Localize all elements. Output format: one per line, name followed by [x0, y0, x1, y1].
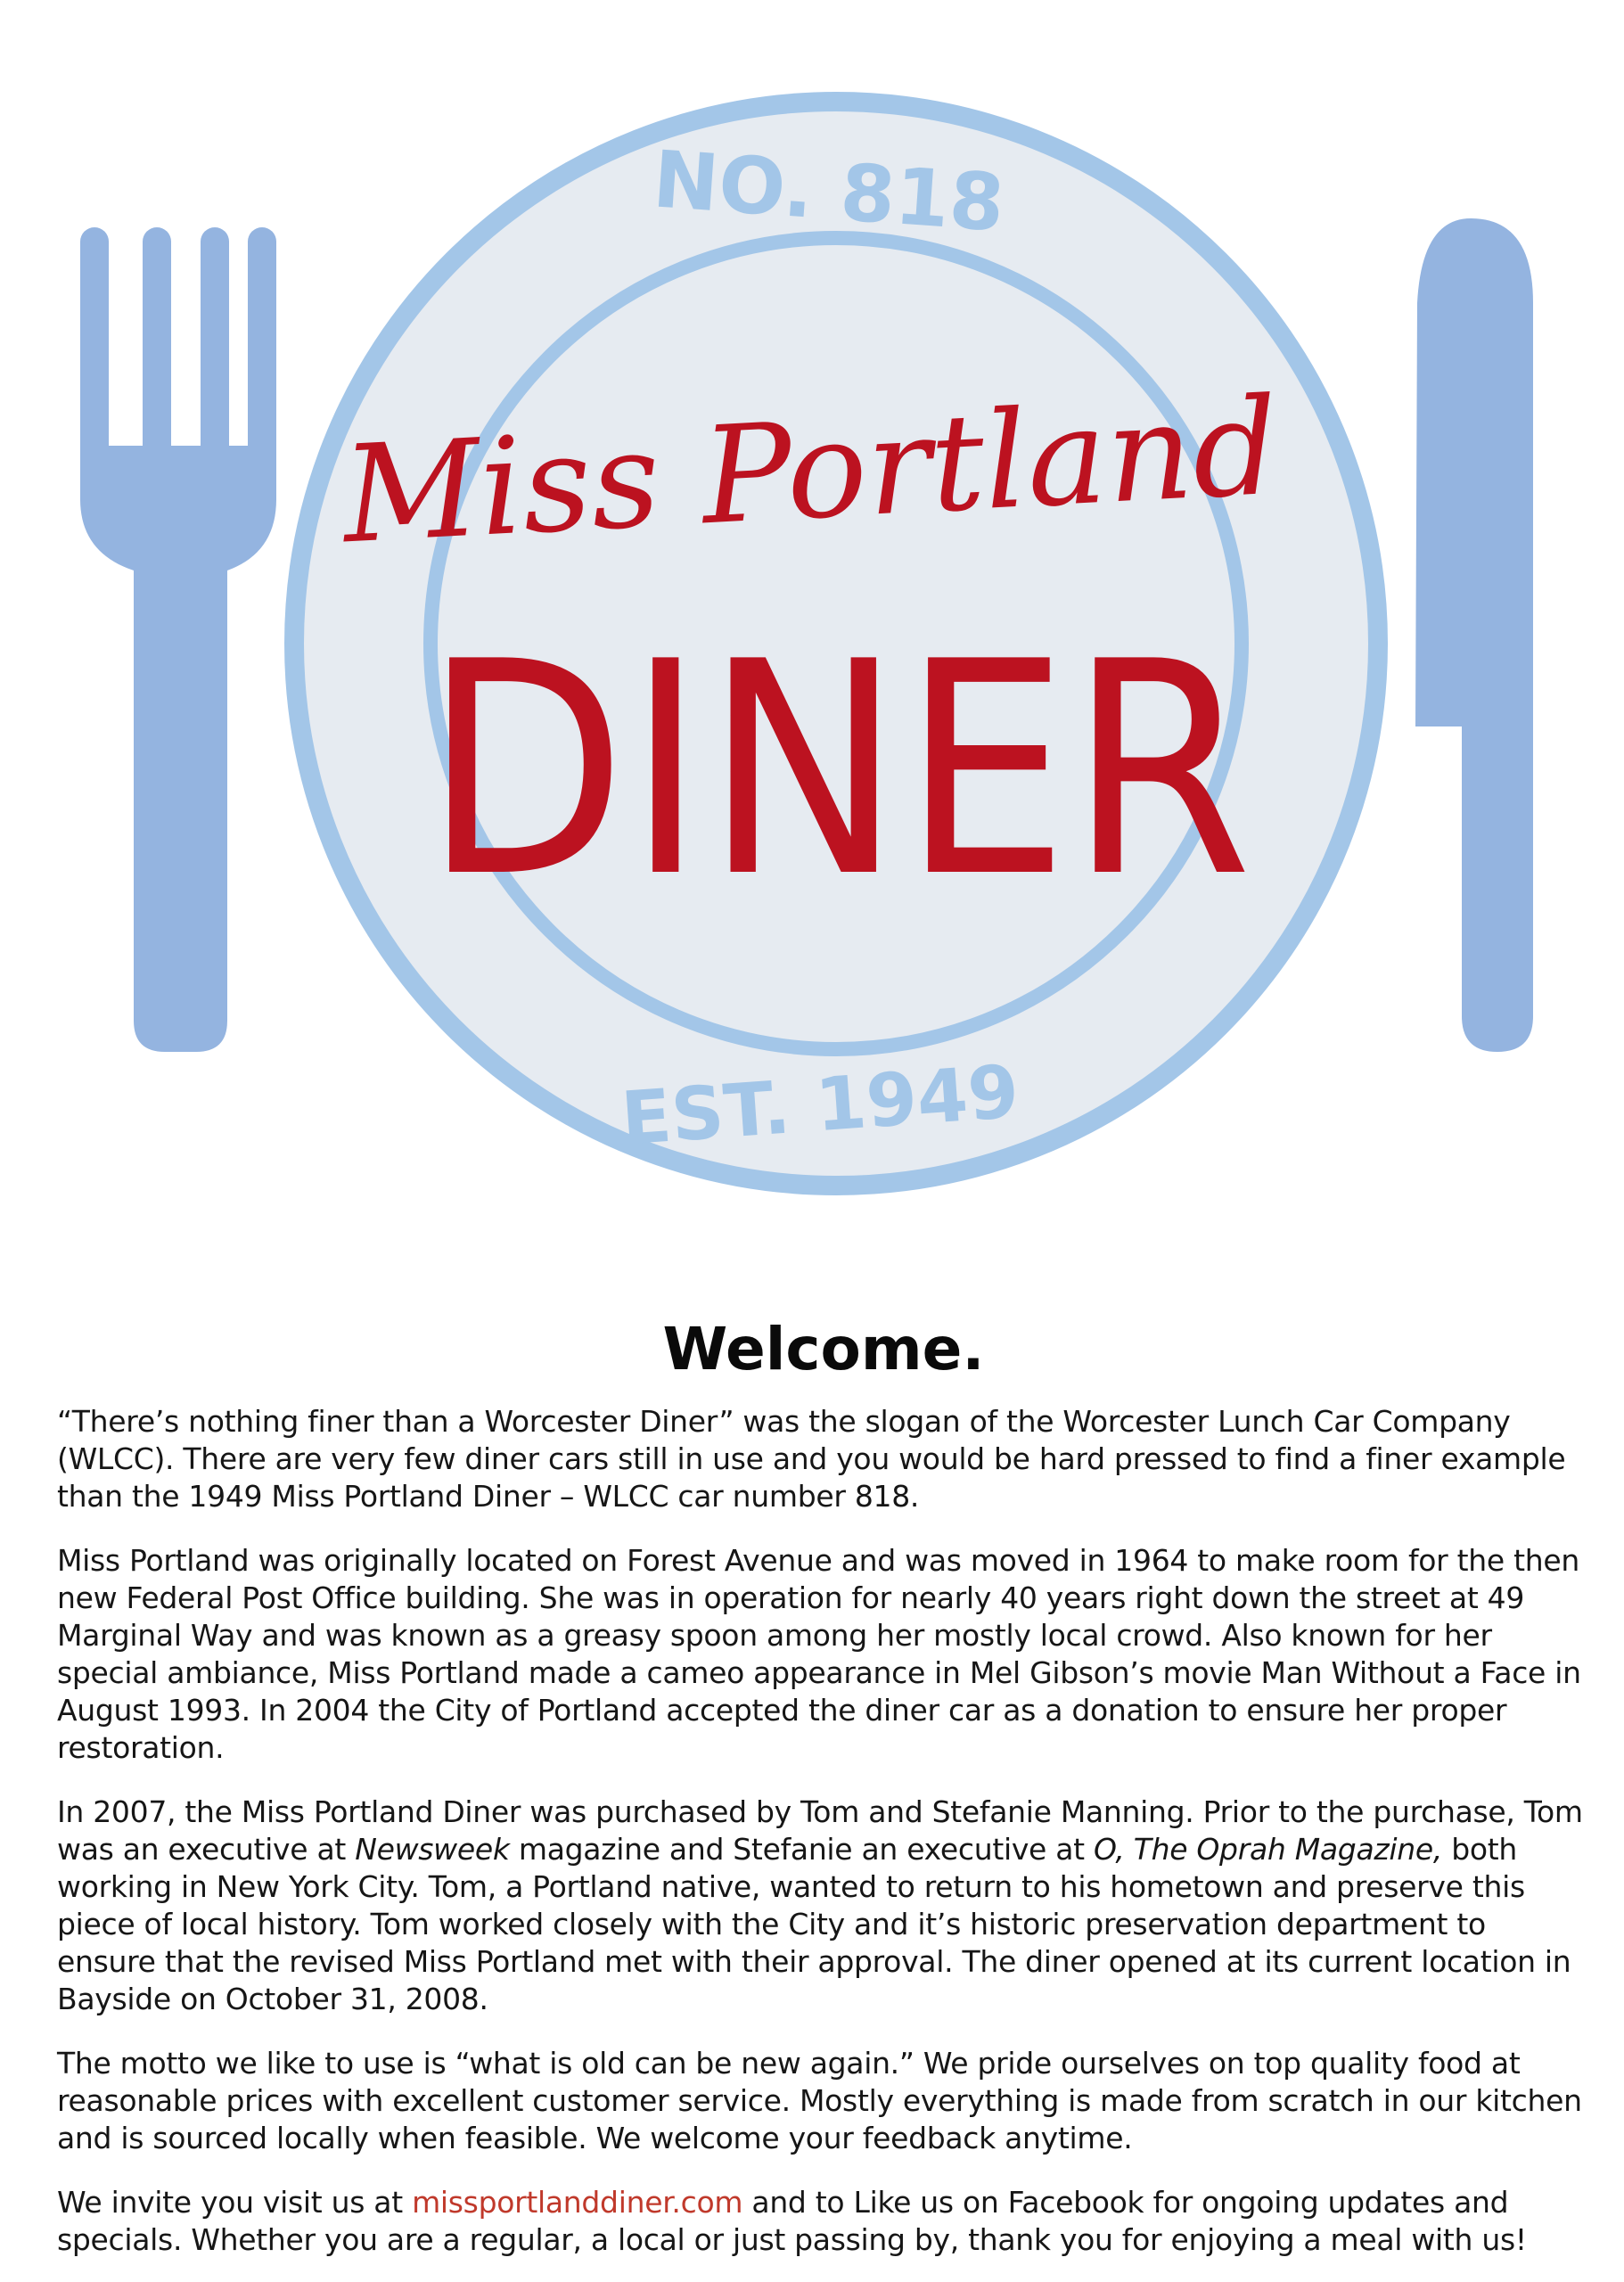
- car-number-text: NO. 818: [650, 133, 1007, 250]
- established-text: EST. 1949: [619, 1049, 1022, 1162]
- oprah-magazine-title: O, The Oprah Magazine,: [1094, 1832, 1443, 1867]
- paragraph-owners: [57, 1794, 1590, 2018]
- welcome-heading: Welcome.: [662, 1315, 985, 1383]
- invite-text-2: and to Like us on Facebook for ongoing updates and specials. Whether you are a regular, a local or just passing by, thank you for enjoying a meal with us!: [57, 2185, 1527, 2257]
- knife-icon: [1415, 218, 1533, 1052]
- paragraph-history-slogan: “There’s nothing finer than a Worcester Diner” was the slogan of the Worcester Lunch Car Company (WLCC). There are very few diner cars still in use and you would be hard pressed to find a finer example than the 1949 Miss Portland Diner – WLCC car number 818.: [57, 1404, 1566, 1514]
- invite-text-1: We invite you visit us at: [57, 2185, 413, 2220]
- website-link[interactable]: missportlanddiner.com: [412, 2185, 743, 2220]
- paragraph-invite: [57, 2184, 1590, 2259]
- fork-icon: [80, 227, 276, 1052]
- owners-text-1: In 2007, the Miss Portland Diner was purchased by Tom and Stefanie Manning. Prior to the purchase, Tom was an executive at: [57, 1794, 1583, 1867]
- owners-text-3: both working in New York City. Tom, a Portland native, wanted to return to his hometown and preserve this piece of local history. Tom worked closely with the City and it’s historic preservation department to ensure that the revised Miss Portland met with their approval. The diner opened at its current location in Bayside on October 31, 2008.: [57, 1832, 1571, 2016]
- paragraph-motto: The motto we like to use is “what is old can be new again.” We pride ourselves on top quality food at reasonable prices with excellent customer service. Mostly everything is made from scratch in our kitchen and is sourced locally when feasible. We welcome your feedback anytime.: [57, 2046, 1582, 2155]
- diner-title: DINER: [423, 599, 1252, 941]
- owners-text-2: magazine and Stefanie an executive at: [509, 1832, 1094, 1867]
- newsweek-title: Newsweek: [355, 1832, 510, 1867]
- welcome-section: [57, 1314, 1590, 2282]
- script-title: Miss Portland: [339, 369, 1283, 574]
- paragraph-history-location: Miss Portland was originally located on Forest Avenue and was moved in 1964 to make room for the then new Federal Post Office building. She was in operation for nearly 40 years right down the street at 49 Marginal Way and was known as a greasy spoon among her mostly local crowd. Also known for her special ambiance, Miss Portland made a cameo appearance in Mel Gibson’s movie Man Without a Face in August 1993. In 2004 the City of Portland accepted the diner car as a donation to ensure her proper restoration.: [57, 1543, 1581, 1765]
